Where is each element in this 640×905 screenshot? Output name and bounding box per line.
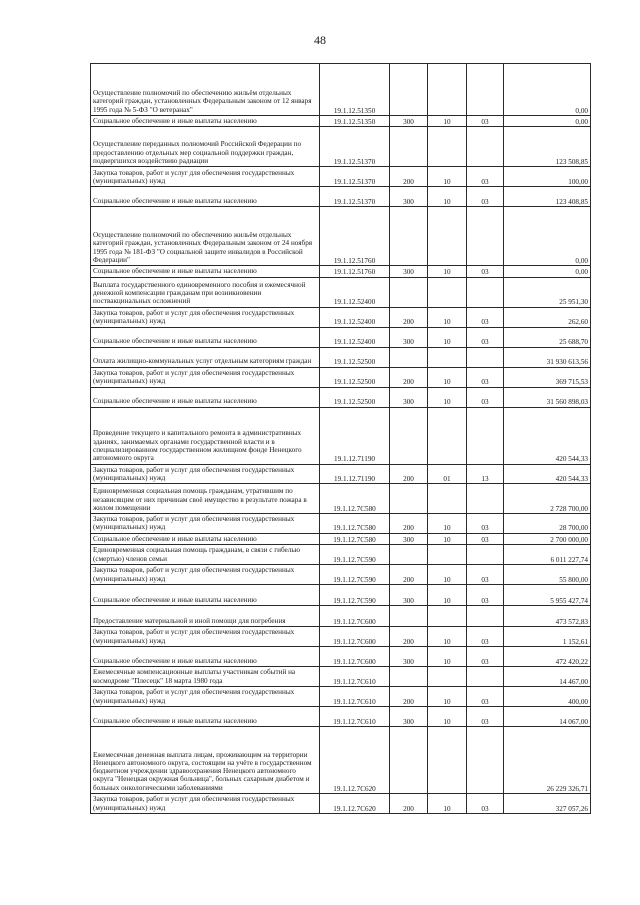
table-row <box>91 533 591 544</box>
table-row <box>91 464 591 484</box>
row-description: Закупка товаров, работ и услуг для обеспечения государственных (муниципальных) нужд <box>91 367 320 387</box>
table-row <box>91 545 591 565</box>
row-target-code: 19.1.12.52400 <box>320 327 390 347</box>
row-description: Закупка товаров, работ и услуг для обеспечения государственных (муниципальных) нужд <box>91 794 320 814</box>
row-target-code: 19.1.12.7С580 <box>320 514 390 534</box>
row-subsection: 03 <box>467 687 504 707</box>
row-subsection: 03 <box>467 533 504 544</box>
row-expense-type <box>390 606 428 627</box>
row-description: Закупка товаров, работ и услуг для обеспечения государственных (муниципальных) нужд <box>91 167 320 187</box>
row-target-code: 19.1.12.7С610 <box>320 707 390 727</box>
table-row <box>91 307 591 327</box>
table-row <box>91 64 591 116</box>
row-amount: 14 067,00 <box>504 707 591 727</box>
row-target-code: 19.1.12.51370 <box>320 187 390 207</box>
row-amount: 420 544,33 <box>504 407 591 464</box>
row-expense-type: 200 <box>390 687 428 707</box>
row-description: Ежемесячные компенсационные выплаты участникам событий на космодроме "Плесецк" 18 марта 1980 года <box>91 667 320 687</box>
row-amount: 55 800,00 <box>504 565 591 585</box>
row-expense-type: 200 <box>390 565 428 585</box>
row-description: Социальное обеспечение и иные выплаты населению <box>91 647 320 667</box>
row-subsection <box>467 667 504 687</box>
row-section: 10 <box>428 367 467 387</box>
row-subsection: 03 <box>467 116 504 127</box>
row-expense-type <box>390 127 428 167</box>
row-description: Социальное обеспечение и иные выплаты населению <box>91 266 320 277</box>
table-row <box>91 727 591 794</box>
row-subsection <box>467 407 504 464</box>
row-expense-type: 200 <box>390 367 428 387</box>
row-target-code: 19.1.12.51350 <box>320 64 390 116</box>
row-subsection: 03 <box>467 707 504 727</box>
row-subsection: 03 <box>467 327 504 347</box>
row-description: Социальное обеспечение и иные выплаты населению <box>91 327 320 347</box>
table-row <box>91 167 591 187</box>
table-row <box>91 514 591 534</box>
row-description: Социальное обеспечение и иные выплаты населению <box>91 585 320 606</box>
row-description: Социальное обеспечение и иные выплаты населению <box>91 387 320 407</box>
row-amount: 472 420,22 <box>504 647 591 667</box>
row-target-code: 19.1.12.51370 <box>320 167 390 187</box>
table-row <box>91 585 591 606</box>
row-expense-type: 300 <box>390 327 428 347</box>
table-row <box>91 347 591 367</box>
row-amount: 0,00 <box>504 266 591 277</box>
row-amount: 31 560 898,03 <box>504 387 591 407</box>
row-section: 10 <box>428 687 467 707</box>
row-section: 10 <box>428 565 467 585</box>
row-amount: 0,00 <box>504 207 591 266</box>
row-target-code: 19.1.12.51350 <box>320 116 390 127</box>
row-subsection <box>467 484 504 514</box>
row-subsection: 03 <box>467 266 504 277</box>
row-section <box>428 127 467 167</box>
row-target-code: 19.1.12.7С580 <box>320 484 390 514</box>
row-amount: 31 930 613,56 <box>504 347 591 367</box>
row-expense-type: 200 <box>390 514 428 534</box>
row-section: 10 <box>428 116 467 127</box>
row-section: 10 <box>428 514 467 534</box>
row-amount: 0,00 <box>504 116 591 127</box>
row-subsection: 03 <box>467 794 504 814</box>
row-amount: 123 508,85 <box>504 127 591 167</box>
row-amount: 369 715,53 <box>504 367 591 387</box>
row-section <box>428 667 467 687</box>
table-row <box>91 667 591 687</box>
row-amount: 327 057,26 <box>504 794 591 814</box>
row-expense-type: 200 <box>390 307 428 327</box>
row-target-code: 19.1.12.7С600 <box>320 647 390 667</box>
row-description: Социальное обеспечение и иные выплаты населению <box>91 187 320 207</box>
row-section: 10 <box>428 167 467 187</box>
row-target-code: 19.1.12.7С600 <box>320 627 390 647</box>
row-description: Предоставление материальной и иной помощи для погребения <box>91 606 320 627</box>
table-row <box>91 127 591 167</box>
row-subsection: 03 <box>467 514 504 534</box>
row-description: Закупка товаров, работ и услуг для обеспечения государственных (муниципальных) нужд <box>91 627 320 647</box>
row-expense-type: 200 <box>390 794 428 814</box>
row-target-code: 19.1.12.7С610 <box>320 687 390 707</box>
table-row <box>91 367 591 387</box>
row-expense-type: 300 <box>390 647 428 667</box>
row-expense-type <box>390 64 428 116</box>
row-expense-type: 200 <box>390 627 428 647</box>
row-subsection <box>467 64 504 116</box>
row-amount: 6 011 227,74 <box>504 545 591 565</box>
row-section <box>428 207 467 266</box>
row-target-code: 19.1.12.7С590 <box>320 585 390 606</box>
row-target-code: 19.1.12.7С600 <box>320 606 390 627</box>
row-target-code: 19.1.12.7С620 <box>320 794 390 814</box>
row-amount: 2 700 000,00 <box>504 533 591 544</box>
row-description: Закупка товаров, работ и услуг для обеспечения государственных (муниципальных) нужд <box>91 464 320 484</box>
row-target-code: 19.1.12.51370 <box>320 127 390 167</box>
row-section <box>428 606 467 627</box>
row-expense-type <box>390 727 428 794</box>
row-amount: 400,00 <box>504 687 591 707</box>
row-target-code: 19.1.12.52500 <box>320 367 390 387</box>
row-subsection <box>467 127 504 167</box>
row-subsection <box>467 545 504 565</box>
table-row <box>91 794 591 814</box>
row-target-code: 19.1.12.71190 <box>320 464 390 484</box>
row-section: 10 <box>428 187 467 207</box>
row-target-code: 19.1.12.7С580 <box>320 533 390 544</box>
row-section: 10 <box>428 794 467 814</box>
row-subsection <box>467 727 504 794</box>
row-subsection: 03 <box>467 627 504 647</box>
row-expense-type: 300 <box>390 387 428 407</box>
row-target-code: 19.1.12.52400 <box>320 307 390 327</box>
table-row <box>91 627 591 647</box>
table-row <box>91 647 591 667</box>
row-amount: 25 951,30 <box>504 277 591 307</box>
row-section: 10 <box>428 707 467 727</box>
row-expense-type: 200 <box>390 464 428 484</box>
row-target-code: 19.1.12.52500 <box>320 347 390 367</box>
row-expense-type <box>390 207 428 266</box>
table-row <box>91 407 591 464</box>
row-description: Осуществление переданных полномочий Российской Федерации по предоставлению отдельных мер социальной поддержки граждан, подвергшихся воздействию радиации <box>91 127 320 167</box>
row-section <box>428 407 467 464</box>
row-amount: 5 955 427,74 <box>504 585 591 606</box>
row-target-code: 19.1.12.52400 <box>320 277 390 307</box>
row-expense-type: 300 <box>390 533 428 544</box>
row-description: Единовременная социальная помощь гражданам, утратившим по независящим от них причинам своё имущество в результате пожара в жилом помещении <box>91 484 320 514</box>
table-body <box>91 64 591 814</box>
row-subsection: 03 <box>467 647 504 667</box>
row-description: Единовременная социальная помощь гражданам, в связи с гибелью (смертью) членов семьи <box>91 545 320 565</box>
row-section: 10 <box>428 627 467 647</box>
row-section: 10 <box>428 307 467 327</box>
table-row <box>91 606 591 627</box>
row-description: Социальное обеспечение и иные выплаты населению <box>91 707 320 727</box>
table-row <box>91 707 591 727</box>
row-amount: 25 688,70 <box>504 327 591 347</box>
table-row <box>91 116 591 127</box>
row-section: 10 <box>428 387 467 407</box>
row-amount: 2 728 700,00 <box>504 484 591 514</box>
row-section <box>428 64 467 116</box>
row-amount: 100,00 <box>504 167 591 187</box>
row-description: Оплата жилищно-коммунальных услуг отдельным категориям граждан <box>91 347 320 367</box>
table-row <box>91 207 591 266</box>
row-expense-type <box>390 277 428 307</box>
row-expense-type: 300 <box>390 266 428 277</box>
row-description: Социальное обеспечение и иные выплаты населению <box>91 533 320 544</box>
row-expense-type: 300 <box>390 187 428 207</box>
row-subsection <box>467 606 504 627</box>
row-section: 10 <box>428 647 467 667</box>
row-subsection: 13 <box>467 464 504 484</box>
table-row <box>91 484 591 514</box>
row-expense-type <box>390 347 428 367</box>
row-subsection: 03 <box>467 565 504 585</box>
row-section: 10 <box>428 327 467 347</box>
row-expense-type <box>390 484 428 514</box>
row-description: Проведение текущего и капитального ремонта в административных зданиях, занимаемых органами государственной власти и в специализированном государственном жилищном фонде Ненецкого автономного округа <box>91 407 320 464</box>
row-section: 10 <box>428 533 467 544</box>
row-amount: 0,00 <box>504 64 591 116</box>
row-description: Осуществление полномочий по обеспечению жильём отдельных категорий граждан, установленных Федеральным законом от 12 января 1995 года № 5-ФЗ "О ветеранах" <box>91 64 320 116</box>
row-target-code: 19.1.12.52500 <box>320 387 390 407</box>
row-target-code: 19.1.12.7С610 <box>320 667 390 687</box>
table-row <box>91 266 591 277</box>
row-description: Выплата государственного единовременного пособия и ежемесячной денежной компенсации гражданам при возникновении поствакцинальных осложнений <box>91 277 320 307</box>
row-subsection <box>467 277 504 307</box>
row-section <box>428 545 467 565</box>
row-section <box>428 727 467 794</box>
row-description: Ежемесячная денежная выплата лицам, проживающим на территории Ненецкого автономного округа, состоящим на учёте в государственном бюджетном учреждении здравоохранения Ненецкого автономного округа "Ненецкая окружная больница", больных сахарным диабетом и больных онкологическими заболеваниями <box>91 727 320 794</box>
row-amount: 123 408,85 <box>504 187 591 207</box>
row-section: 10 <box>428 266 467 277</box>
table-row <box>91 187 591 207</box>
row-subsection: 03 <box>467 307 504 327</box>
row-amount: 28 700,00 <box>504 514 591 534</box>
row-target-code: 19.1.12.7С590 <box>320 565 390 585</box>
row-amount: 420 544,33 <box>504 464 591 484</box>
row-subsection: 03 <box>467 387 504 407</box>
budget-table <box>90 63 591 814</box>
row-section: 01 <box>428 464 467 484</box>
row-description: Закупка товаров, работ и услуг для обеспечения государственных (муниципальных) нужд <box>91 514 320 534</box>
row-description: Закупка товаров, работ и услуг для обеспечения государственных (муниципальных) нужд <box>91 687 320 707</box>
row-amount: 262,60 <box>504 307 591 327</box>
row-description: Осуществление полномочий по обеспечению жильём отдельных категорий граждан, установленных Федеральным законом от 24 ноября 1995 года № 181-ФЗ "О социальной защите инвалидов в Российской Федерации" <box>91 207 320 266</box>
table-row <box>91 687 591 707</box>
row-subsection: 03 <box>467 187 504 207</box>
row-amount: 26 229 326,71 <box>504 727 591 794</box>
table-row <box>91 565 591 585</box>
row-expense-type: 300 <box>390 585 428 606</box>
row-target-code: 19.1.12.71190 <box>320 407 390 464</box>
row-subsection <box>467 207 504 266</box>
row-target-code: 19.1.12.51760 <box>320 266 390 277</box>
table-row <box>91 387 591 407</box>
table-row <box>91 277 591 307</box>
row-expense-type: 200 <box>390 167 428 187</box>
row-expense-type <box>390 667 428 687</box>
row-amount: 14 467,00 <box>504 667 591 687</box>
row-description: Социальное обеспечение и иные выплаты населению <box>91 116 320 127</box>
row-description: Закупка товаров, работ и услуг для обеспечения государственных (муниципальных) нужд <box>91 307 320 327</box>
row-amount: 1 152,61 <box>504 627 591 647</box>
row-subsection: 03 <box>467 367 504 387</box>
row-expense-type: 300 <box>390 116 428 127</box>
row-expense-type <box>390 545 428 565</box>
page-number: 48 <box>314 33 326 47</box>
row-target-code: 19.1.12.51760 <box>320 207 390 266</box>
row-section <box>428 347 467 367</box>
row-description: Закупка товаров, работ и услуг для обеспечения государственных (муниципальных) нужд <box>91 565 320 585</box>
table-row <box>91 327 591 347</box>
row-subsection: 03 <box>467 167 504 187</box>
row-subsection <box>467 347 504 367</box>
row-expense-type: 300 <box>390 707 428 727</box>
row-expense-type <box>390 407 428 464</box>
row-amount: 473 572,83 <box>504 606 591 627</box>
row-target-code: 19.1.12.7С590 <box>320 545 390 565</box>
row-section <box>428 277 467 307</box>
row-target-code: 19.1.12.7С620 <box>320 727 390 794</box>
row-section <box>428 484 467 514</box>
row-subsection: 03 <box>467 585 504 606</box>
row-section: 10 <box>428 585 467 606</box>
